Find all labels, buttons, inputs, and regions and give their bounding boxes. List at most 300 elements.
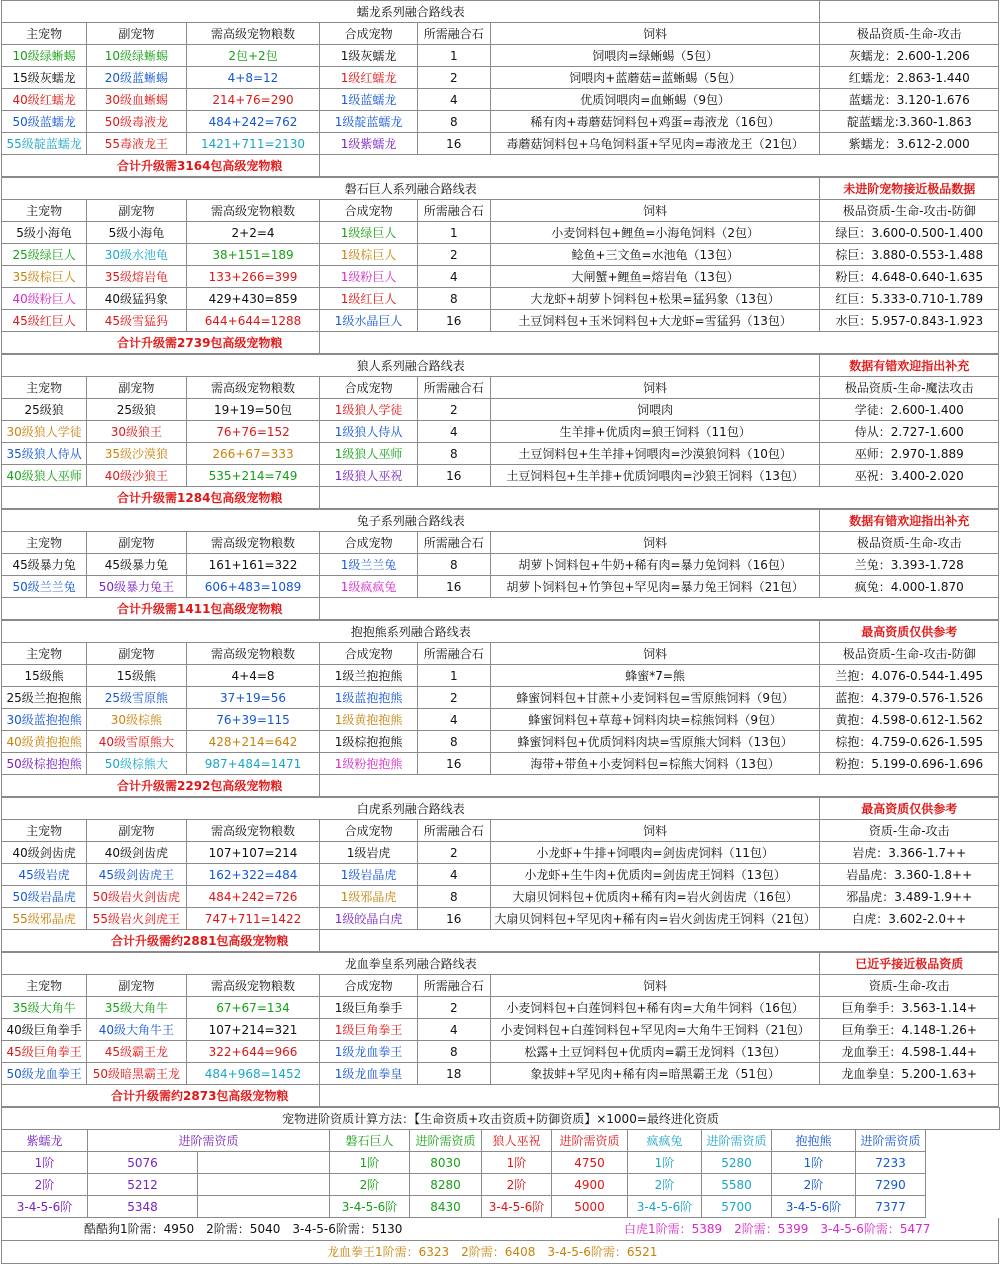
sub-pet: 55毒液龙王 — [87, 133, 186, 155]
sub-pet: 50级棕熊大 — [87, 753, 186, 775]
sub-pet: 35级大角牛 — [87, 997, 186, 1019]
quality-value: 红巨：5.333-0.710-1.789 — [820, 288, 999, 310]
advance-tier: 3-4-5-6阶 — [2, 1196, 88, 1218]
result-pet: 1级棕巨人 — [320, 244, 417, 266]
header-main: 主宠物 — [2, 200, 87, 222]
white-tiger-requirements: 白虎1阶需：5389 2阶需：5399 3-4-5-6阶需：5477 — [624, 1222, 931, 1236]
result-pet: 1级紫蠕龙 — [320, 133, 417, 155]
fusion-stones: 4 — [417, 266, 490, 288]
fusion-stones: 2 — [417, 997, 490, 1019]
table-row — [2, 443, 999, 465]
result-pet: 1级水晶巨人 — [320, 310, 417, 332]
header-quality: 资质-生命-攻击 — [820, 975, 999, 997]
result-pet: 1级靛蓝蠕龙 — [320, 111, 417, 133]
grain-count: 1421+711=2130 — [186, 133, 320, 155]
grain-count: 162+322=484 — [186, 864, 320, 886]
advance-blank — [198, 1196, 330, 1218]
advance-tier: 1阶 — [330, 1152, 410, 1174]
main-pet: 45级红巨人 — [2, 310, 87, 332]
result-pet: 1级狼人巫祝 — [320, 465, 417, 487]
feed-recipe: 蜂蜜*7=熊 — [490, 665, 820, 687]
quality-value: 棕抱：4.759-0.626-1.595 — [820, 731, 999, 753]
main-pet: 10级绿蜥蜴 — [2, 45, 87, 67]
header-grain: 需高级宠物粮数 — [186, 975, 320, 997]
quality-value: 兰兔：3.393-1.728 — [820, 554, 999, 576]
grain-count: 535+214=749 — [186, 465, 320, 487]
section-total-row — [2, 487, 999, 509]
header-sub: 副宠物 — [87, 975, 186, 997]
fusion-stones: 8 — [417, 288, 490, 310]
advance-value: 7233 — [856, 1152, 926, 1174]
quality-value: 水巨：5.957-0.843-1.923 — [820, 310, 999, 332]
table-row — [2, 222, 999, 244]
quality-value: 蓝蠕龙：3.120-1.676 — [820, 89, 999, 111]
result-pet: 1级龙血拳王 — [320, 1041, 417, 1063]
feed-recipe: 生羊排+优质肉=狼王饲料（11包） — [490, 421, 820, 443]
quality-value: 粉抱：5.199-0.696-1.696 — [820, 753, 999, 775]
advance-tier: 2阶 — [2, 1174, 88, 1196]
header-sub: 副宠物 — [87, 532, 186, 554]
section-table-fist — [1, 952, 999, 1107]
fusion-stones: 16 — [417, 133, 490, 155]
section-table-rabbit — [1, 509, 999, 620]
grain-count: 2+2=4 — [186, 222, 320, 244]
extra-line-row-1 — [1, 1218, 999, 1241]
feed-recipe: 蜂蜜饲料包+甘蔗+小麦饲料包=雪原熊饲料（9包） — [490, 687, 820, 709]
feed-recipe: 土豆饲料包+生羊排+饲喂肉=沙漠狼饲料（10包） — [490, 443, 820, 465]
section-total: 合计升级需2292包高级宠物粮 — [2, 775, 320, 797]
fusion-stones: 2 — [417, 687, 490, 709]
quality-value: 邪晶虎：3.489-1.9++ — [820, 886, 999, 908]
advance-value: 7290 — [856, 1174, 926, 1196]
quality-value: 灰蠕龙：2.600-1.206 — [820, 45, 999, 67]
fusion-stones: 4 — [417, 421, 490, 443]
feed-recipe: 毒蘑菇饲料包+乌龟饲料蛋+罕见肉=毒液龙王（21包） — [490, 133, 820, 155]
fusion-stones: 8 — [417, 731, 490, 753]
table-row — [2, 864, 999, 886]
feed-recipe: 大扇贝饲料包+罕见肉+稀有肉=岩火剑齿虎王饲料（21包） — [490, 908, 820, 930]
table-row — [2, 842, 999, 864]
header-result: 合成宠物 — [320, 200, 417, 222]
quality-value: 龙血拳王：4.598-1.44+ — [820, 1041, 999, 1063]
grain-count: 107+214=321 — [186, 1019, 320, 1041]
fusion-stones: 2 — [417, 67, 490, 89]
main-pet: 25级狼 — [2, 399, 87, 421]
sub-pet: 50级毒液龙 — [87, 111, 186, 133]
section-total: 合计升级需3164包高级宠物粮 — [2, 155, 320, 177]
fusion-stones: 16 — [417, 310, 490, 332]
table-row — [2, 45, 999, 67]
table-row — [2, 687, 999, 709]
section-note: 数据有错欢迎指出补充 — [820, 510, 999, 532]
feed-recipe: 松露+土豆饲料包+优质肉=霸王龙饲料（13包） — [490, 1041, 820, 1063]
sub-pet: 40级雪原熊大 — [87, 731, 186, 753]
table-row — [2, 886, 999, 908]
section-total-blank — [320, 332, 999, 354]
grain-count: 4+8=12 — [186, 67, 320, 89]
section-table-bear — [1, 620, 999, 797]
header-main: 主宠物 — [2, 532, 87, 554]
header-stones: 所需融合石 — [417, 975, 490, 997]
header-grain: 需高级宠物粮数 — [186, 820, 320, 842]
section-total-row — [2, 930, 999, 952]
main-pet: 30级狼人学徒 — [2, 421, 87, 443]
feed-recipe: 胡萝卜饲料包+牛奶+稀有肉=暴力兔饲料（16包） — [490, 554, 820, 576]
main-pet: 45级岩虎 — [2, 864, 87, 886]
section-total-blank — [320, 1085, 999, 1107]
main-pet: 40级粉巨人 — [2, 288, 87, 310]
fusion-stones: 1 — [417, 665, 490, 687]
advance-value: 4750 — [552, 1152, 628, 1174]
section-title-row — [2, 355, 999, 377]
main-pet: 50级岩晶虎 — [2, 886, 87, 908]
header-main: 主宠物 — [2, 820, 87, 842]
section-total-row — [2, 598, 999, 620]
advance-group-name: 疯疯兔 — [628, 1130, 702, 1152]
result-pet: 1级蓝抱抱熊 — [320, 687, 417, 709]
section-total: 合计升级需2739包高级宠物粮 — [2, 332, 320, 354]
main-pet: 45级暴力兔 — [2, 554, 87, 576]
quality-value: 红蠕龙：2.863-1.440 — [820, 67, 999, 89]
section-total-row — [2, 155, 999, 177]
table-row — [2, 554, 999, 576]
quality-value: 绿巨：3.600-0.500-1.400 — [820, 222, 999, 244]
advance-tier: 1阶 — [482, 1152, 552, 1174]
header-grain: 需高级宠物粮数 — [186, 200, 320, 222]
sub-pet: 30级血蜥蜴 — [87, 89, 186, 111]
advance-tier: 2阶 — [482, 1174, 552, 1196]
result-pet: 1级兰抱抱熊 — [320, 665, 417, 687]
grain-count: 606+483=1089 — [186, 576, 320, 598]
table-row — [2, 111, 999, 133]
section-table-tiger — [1, 797, 999, 952]
table-row — [2, 244, 999, 266]
feed-recipe: 蜂蜜饲料包+草莓+饲料肉块=棕熊饲料（9包） — [490, 709, 820, 731]
section-title-row — [2, 953, 999, 975]
result-pet: 1级兰兰兔 — [320, 554, 417, 576]
fusion-stones: 8 — [417, 111, 490, 133]
quality-value: 靛蓝蠕龙:3.360-1.863 — [820, 111, 999, 133]
quality-value: 岩虎：3.366-1.7++ — [820, 842, 999, 864]
feed-recipe: 饲喂肉=绿蜥蜴（5包） — [490, 45, 820, 67]
advance-group-label: 进阶需资质 — [410, 1130, 482, 1152]
quality-value: 巫师：2.970-1.889 — [820, 443, 999, 465]
section-title: 狼人系列融合路线表 — [2, 355, 820, 377]
section-table-golem — [1, 177, 999, 354]
section-title: 抱抱熊系列融合路线表 — [2, 621, 820, 643]
advance-tier: 3-4-5-6阶 — [330, 1196, 410, 1218]
header-grain: 需高级宠物粮数 — [186, 643, 320, 665]
fusion-stones: 4 — [417, 89, 490, 111]
header-grain: 需高级宠物粮数 — [186, 377, 320, 399]
advance-tier: 1阶 — [772, 1152, 856, 1174]
advance-tier: 3-4-5-6阶 — [772, 1196, 856, 1218]
fusion-stones: 4 — [417, 1019, 490, 1041]
grain-count: 747+711=1422 — [186, 908, 320, 930]
grain-count: 322+644=966 — [186, 1041, 320, 1063]
quality-value: 蓝抱：4.379-0.576-1.526 — [820, 687, 999, 709]
grain-count: 429+430=859 — [186, 288, 320, 310]
result-pet: 1级黄抱抱熊 — [320, 709, 417, 731]
grain-count: 37+19=56 — [186, 687, 320, 709]
feed-recipe: 大闸蟹+鲤鱼=熔岩龟（13包） — [490, 266, 820, 288]
section-note — [820, 1, 999, 23]
advance-value: 8280 — [410, 1174, 482, 1196]
sub-pet: 10级绿蜥蜴 — [87, 45, 186, 67]
grain-count: 161+161=322 — [186, 554, 320, 576]
main-pet: 35级狼人侍从 — [2, 443, 87, 465]
advance-tier: 2阶 — [628, 1174, 702, 1196]
grain-count: 2包+2包 — [186, 45, 320, 67]
grain-count: 38+151=189 — [186, 244, 320, 266]
header-stones: 所需融合石 — [417, 23, 490, 45]
advance-tier: 2阶 — [330, 1174, 410, 1196]
advance-header-row — [2, 1130, 1000, 1152]
quality-value: 疯兔：4.000-1.870 — [820, 576, 999, 598]
table-row — [2, 288, 999, 310]
feed-recipe: 优质饲喂肉=血蜥蜴（9包） — [490, 89, 820, 111]
section-title-row — [2, 621, 999, 643]
section-total-blank — [320, 155, 999, 177]
feed-recipe: 大扇贝饲料包+优质肉+稀有肉=岩火剑齿虎（16包） — [490, 886, 820, 908]
quality-value: 巨角拳手：3.563-1.14+ — [820, 997, 999, 1019]
main-pet: 40级红蠕龙 — [2, 89, 87, 111]
main-pet: 15级灰蠕龙 — [2, 67, 87, 89]
sub-pet: 50级暗黑霸王龙 — [87, 1063, 186, 1085]
kuku-dog-requirements: 酷酷狗1阶需：4950 2阶需：5040 3-4-5-6阶需：5130 — [84, 1222, 403, 1236]
section-title-row — [2, 178, 999, 200]
result-pet: 1级岩虎 — [320, 842, 417, 864]
section-title-row — [2, 510, 999, 532]
table-row — [2, 753, 999, 775]
table-row — [2, 465, 999, 487]
result-pet: 1级邪晶虎 — [320, 886, 417, 908]
section-note: 未进阶宠物接近极品数据 — [820, 178, 999, 200]
result-pet: 1级巨角拳手 — [320, 997, 417, 1019]
quality-value: 侍从：2.727-1.600 — [820, 421, 999, 443]
advance-tier: 3-4-5-6阶 — [628, 1196, 702, 1218]
fusion-stones: 4 — [417, 709, 490, 731]
quality-value: 岩晶虎：3.360-1.8++ — [820, 864, 999, 886]
header-stones: 所需融合石 — [417, 200, 490, 222]
advance-tier-row — [2, 1196, 1000, 1218]
fusion-stones: 16 — [417, 908, 490, 930]
result-pet: 1级棕抱抱熊 — [320, 731, 417, 753]
advance-value: 4900 — [552, 1174, 628, 1196]
section-title: 蠕龙系列融合路线表 — [2, 1, 820, 23]
section-total-blank — [320, 775, 999, 797]
advance-value: 5076 — [88, 1152, 198, 1174]
header-stones: 所需融合石 — [417, 643, 490, 665]
advance-value: 8030 — [410, 1152, 482, 1174]
main-pet: 50级蓝蠕龙 — [2, 111, 87, 133]
section-header-row — [2, 23, 999, 45]
advance-value: 8430 — [410, 1196, 482, 1218]
advance-tier: 2阶 — [772, 1174, 856, 1196]
sub-pet: 25级狼 — [87, 399, 186, 421]
section-table-wolf — [1, 354, 999, 509]
fusion-stones: 16 — [417, 465, 490, 487]
table-row — [2, 576, 999, 598]
section-total-row — [2, 1085, 999, 1107]
main-pet: 35级大角牛 — [2, 997, 87, 1019]
fusion-stones: 16 — [417, 576, 490, 598]
header-feed: 饲料 — [490, 377, 820, 399]
advance-value: 7377 — [856, 1196, 926, 1218]
section-title: 磐石巨人系列融合路线表 — [2, 178, 820, 200]
header-main: 主宠物 — [2, 377, 87, 399]
section-note: 已近乎接近极品资质 — [820, 953, 999, 975]
feed-recipe: 大龙虾+胡萝卜饲料包+松果=猛犸象（13包） — [490, 288, 820, 310]
main-pet: 25级绿巨人 — [2, 244, 87, 266]
quality-value: 巫祝：3.400-2.020 — [820, 465, 999, 487]
grain-count: 484+968=1452 — [186, 1063, 320, 1085]
result-pet: 1级红蠕龙 — [320, 67, 417, 89]
section-header-row — [2, 200, 999, 222]
quality-value: 学徒：2.600-1.400 — [820, 399, 999, 421]
feed-recipe: 稀有肉+毒蘑菇饲料包+鸡蛋=毒液龙（16包） — [490, 111, 820, 133]
result-pet: 1级岩晶虎 — [320, 864, 417, 886]
table-row — [2, 908, 999, 930]
feed-recipe: 小麦饲料包+白莲饲料包+罕见肉=大角牛王饲料（21包） — [490, 1019, 820, 1041]
header-result: 合成宠物 — [320, 820, 417, 842]
fusion-stones: 2 — [417, 244, 490, 266]
feed-recipe: 鲶鱼+三文鱼=水池龟（13包） — [490, 244, 820, 266]
result-pet: 1级红巨人 — [320, 288, 417, 310]
header-quality: 极品资质-生命-攻击-防御 — [820, 200, 999, 222]
feed-recipe: 小龙虾+生牛肉+优质肉=剑齿虎王饲料（13包） — [490, 864, 820, 886]
advance-tier-row — [2, 1152, 1000, 1174]
table-row — [2, 266, 999, 288]
sub-pet: 25级雪原熊 — [87, 687, 186, 709]
advance-group-name: 狼人巫祝 — [482, 1130, 552, 1152]
table-row — [2, 89, 999, 111]
table-row — [2, 731, 999, 753]
sub-pet: 30级狼王 — [87, 421, 186, 443]
advance-group-name: 磐石巨人 — [330, 1130, 410, 1152]
sub-pet: 40级沙狼王 — [87, 465, 186, 487]
header-quality: 极品资质-生命-攻击 — [820, 532, 999, 554]
quality-value: 黄抱：4.598-0.612-1.562 — [820, 709, 999, 731]
grain-count: 76+39=115 — [186, 709, 320, 731]
sub-pet: 50级暴力兔王 — [87, 576, 186, 598]
section-total-row — [2, 775, 999, 797]
result-pet: 1级狼人学徒 — [320, 399, 417, 421]
fusion-stones: 8 — [417, 443, 490, 465]
sub-pet: 35级沙漠狼 — [87, 443, 186, 465]
advance-value: 5580 — [702, 1174, 772, 1196]
result-pet: 1级狼人巫师 — [320, 443, 417, 465]
quality-value: 巨角拳王：4.148-1.26+ — [820, 1019, 999, 1041]
feed-recipe: 饲喂肉 — [490, 399, 820, 421]
main-pet: 55级靛蓝蠕龙 — [2, 133, 87, 155]
header-grain: 需高级宠物粮数 — [186, 23, 320, 45]
header-quality: 资质-生命-攻击 — [820, 820, 999, 842]
header-sub: 副宠物 — [87, 820, 186, 842]
sub-pet: 40级大角牛王 — [87, 1019, 186, 1041]
section-total: 合计升级需约2873包高级宠物粮 — [2, 1085, 320, 1107]
main-pet: 55级邪晶虎 — [2, 908, 87, 930]
feed-recipe: 土豆饲料包+玉米饲料包+大龙虾=雪猛犸（13包） — [490, 310, 820, 332]
advance-group-label: 进阶需资质 — [88, 1130, 330, 1152]
feed-recipe: 胡萝卜饲料包+竹笋包+罕见肉=暴力兔王饲料（21包） — [490, 576, 820, 598]
fusion-stones: 1 — [417, 222, 490, 244]
header-feed: 饲料 — [490, 975, 820, 997]
quality-value: 白虎：3.602-2.0++ — [820, 908, 999, 930]
fusion-stones: 4 — [417, 864, 490, 886]
fusion-stones: 8 — [417, 886, 490, 908]
advance-value: 5348 — [88, 1196, 198, 1218]
sub-pet: 30级棕熊 — [87, 709, 186, 731]
section-total-row — [2, 332, 999, 354]
feed-recipe: 蜂蜜饲料包+优质饲料肉块=雪原熊大饲料（13包） — [490, 731, 820, 753]
sub-pet: 40级猛犸象 — [87, 288, 186, 310]
section-header-row — [2, 820, 999, 842]
main-pet: 25级兰抱抱熊 — [2, 687, 87, 709]
grain-count: 484+242=726 — [186, 886, 320, 908]
main-pet: 40级黄抱抱熊 — [2, 731, 87, 753]
header-quality: 极品资质-生命-攻击-防御 — [820, 643, 999, 665]
result-pet: 1级疯疯兔 — [320, 576, 417, 598]
section-title: 白虎系列融合路线表 — [2, 798, 820, 820]
header-result: 合成宠物 — [320, 23, 417, 45]
header-sub: 副宠物 — [87, 377, 186, 399]
result-pet: 1级粉巨人 — [320, 266, 417, 288]
grain-count: 19+19=50包 — [186, 399, 320, 421]
fusion-route-document — [1, 0, 999, 1264]
section-note: 最高资质仅供参考 — [820, 621, 999, 643]
result-pet: 1级绿巨人 — [320, 222, 417, 244]
header-sub: 副宠物 — [87, 643, 186, 665]
result-pet: 1级蓝蠕龙 — [320, 89, 417, 111]
result-pet: 1级灰蠕龙 — [320, 45, 417, 67]
advance-value: 5212 — [88, 1174, 198, 1196]
section-total: 合计升级需1411包高级宠物粮 — [2, 598, 320, 620]
table-row — [2, 1041, 999, 1063]
advance-tier: 1阶 — [2, 1152, 88, 1174]
fusion-stones: 1 — [417, 45, 490, 67]
table-row — [2, 709, 999, 731]
feed-recipe: 小龙虾+牛排+饲喂肉=剑齿虎饲料（11包） — [490, 842, 820, 864]
advance-tier: 1阶 — [628, 1152, 702, 1174]
main-pet: 45级巨角拳王 — [2, 1041, 87, 1063]
sub-pet: 30级水池龟 — [87, 244, 186, 266]
header-result: 合成宠物 — [320, 643, 417, 665]
section-note: 数据有错欢迎指出补充 — [820, 355, 999, 377]
header-result: 合成宠物 — [320, 377, 417, 399]
grain-count: 214+76=290 — [186, 89, 320, 111]
sub-pet: 45级霸王龙 — [87, 1041, 186, 1063]
advance-blank — [198, 1152, 330, 1174]
header-quality: 极品资质-生命-魔法攻击 — [820, 377, 999, 399]
section-header-row — [2, 377, 999, 399]
table-row — [2, 133, 999, 155]
feed-recipe: 小麦饲料包+白莲饲料包+稀有肉=大角牛饲料（16包） — [490, 997, 820, 1019]
section-total-blank — [320, 598, 999, 620]
sub-pet: 35级熔岩龟 — [87, 266, 186, 288]
fusion-stones: 18 — [417, 1063, 490, 1085]
sub-pet: 45级雪猛犸 — [87, 310, 186, 332]
header-stones: 所需融合石 — [417, 532, 490, 554]
section-title-row — [2, 1, 999, 23]
feed-recipe: 饲喂肉+蓝蘑菇=蓝蜥蜴（5包） — [490, 67, 820, 89]
header-sub: 副宠物 — [87, 23, 186, 45]
table-row — [2, 67, 999, 89]
header-grain: 需高级宠物粮数 — [186, 532, 320, 554]
sub-pet: 5级小海龟 — [87, 222, 186, 244]
advance-quality-table — [1, 1107, 1000, 1218]
header-stones: 所需融合石 — [417, 377, 490, 399]
